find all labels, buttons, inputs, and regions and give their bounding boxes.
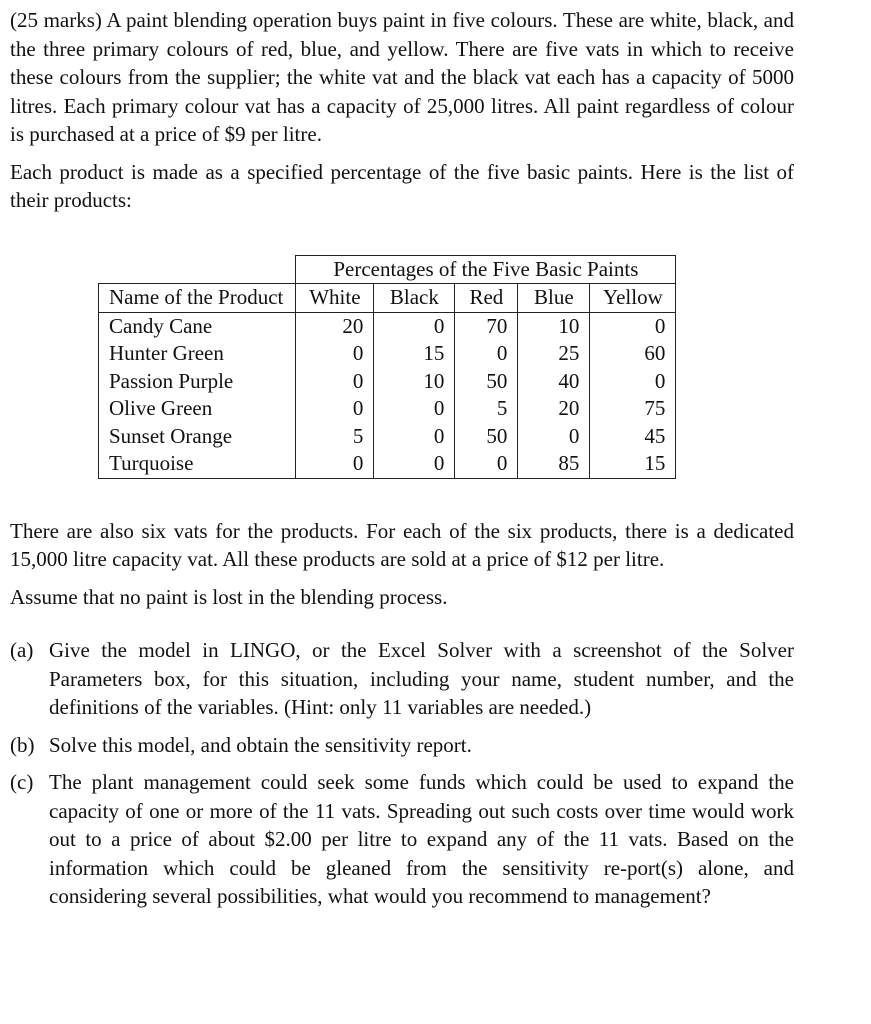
table-row — [99, 368, 676, 396]
table-cell: 85 — [518, 450, 590, 478]
column-header-blue: Blue — [518, 284, 590, 313]
table-cell: 0 — [455, 450, 518, 478]
question-list — [10, 636, 794, 911]
column-header-white: White — [296, 284, 374, 313]
table-cell: 50 — [455, 423, 518, 451]
table-cell: 45 — [590, 423, 676, 451]
column-header-name: Name of the Product — [99, 284, 296, 313]
table-cell: 60 — [590, 340, 676, 368]
product-vats-paragraph: There are also six vats for the products. For each of the six products, there is a dedicated 15,000 litre capacity vat. All these products are sold at a price of $12 per litre. — [10, 518, 794, 571]
table-row — [99, 395, 676, 423]
document-page — [10, 6, 794, 920]
intro-paragraph: (25 marks) A paint blending operation buys paint in five colours. These are white, black, and the three primary colours of red, blue, and yellow. There are five vats in which to receive these colours from the supplier; the white vat and the black vat each has a capacity of 5000 litres. Each primary colour vat has a capacity of 25,000 litres. All paint regardless of colour is purchased at a price of $9 per litre. — [10, 8, 794, 146]
table-cell: 5 — [455, 395, 518, 423]
table-row — [99, 312, 676, 340]
table-cell: 20 — [296, 312, 374, 340]
table-header-row — [99, 284, 676, 313]
table-cell: 0 — [296, 340, 374, 368]
question-label: (b) — [10, 732, 35, 757]
table-cell: 40 — [518, 368, 590, 396]
table-cell: 0 — [374, 395, 455, 423]
table-cell: 50 — [455, 368, 518, 396]
table-cell: 0 — [455, 340, 518, 368]
question-label: (a) — [10, 638, 34, 662]
table-cell: 75 — [590, 395, 676, 423]
table-row — [99, 450, 676, 478]
table-cell: 0 — [374, 423, 455, 451]
table-row — [99, 423, 676, 451]
question-text: The plant management could seek some funds which could be used to expand the capacity of one or more of the 11 vats. Spreading out such costs over time would work out to a price of about $2.00 per litre to expand any of the 11 vats. Based on the information which could be gleaned from the sensitivity re-port(s) alone, and considering several possibilities, what would you recommend to management? — [49, 770, 794, 908]
column-header-yellow: Yellow — [590, 284, 676, 313]
question-item-a — [10, 636, 794, 722]
table-cell: 0 — [296, 368, 374, 396]
product-name: Turquoise — [99, 450, 296, 478]
table-cell: 15 — [374, 340, 455, 368]
table-cell: 70 — [455, 312, 518, 340]
product-name: Candy Cane — [99, 312, 296, 340]
column-header-black: Black — [374, 284, 455, 313]
question-text: Give the model in LINGO, or the Excel Solver with a screenshot of the Solver Parameters box, for this situation, including your name, student number, and the definitions of the variables. (Hint: only 11 variables are needed.) — [49, 638, 794, 719]
question-item-b — [10, 731, 794, 760]
table-cell: 0 — [590, 312, 676, 340]
table-cell: 0 — [518, 423, 590, 451]
table-row — [99, 340, 676, 368]
assumption-paragraph: Assume that no paint is lost in the blending process. — [10, 584, 448, 609]
products-intro-paragraph: Each product is made as a specified percentage of the five basic paints. Here is the list of their products: — [10, 159, 794, 212]
paint-percentages-table-wrapper — [98, 255, 794, 479]
column-header-red: Red — [455, 284, 518, 313]
question-item-c — [10, 768, 794, 911]
paint-percentages-table — [98, 255, 676, 479]
table-cell: 0 — [296, 450, 374, 478]
product-name: Passion Purple — [99, 368, 296, 396]
table-cell: 25 — [518, 340, 590, 368]
table-cell: 20 — [518, 395, 590, 423]
table-caption: Percentages of the Five Basic Paints — [296, 255, 676, 284]
product-name: Sunset Orange — [99, 423, 296, 451]
table-caption-row — [99, 255, 676, 284]
table-cell: 0 — [590, 368, 676, 396]
product-name: Olive Green — [99, 395, 296, 423]
table-cell: 0 — [374, 312, 455, 340]
table-cell: 15 — [590, 450, 676, 478]
question-label: (c) — [10, 770, 34, 794]
table-cell: 5 — [296, 423, 374, 451]
table-cell: 0 — [374, 450, 455, 478]
table-cell: 10 — [374, 368, 455, 396]
table-cell: 10 — [518, 312, 590, 340]
product-name: Hunter Green — [99, 340, 296, 368]
question-text: Solve this model, and obtain the sensitivity report. — [49, 732, 472, 757]
table-cell: 0 — [296, 395, 374, 423]
